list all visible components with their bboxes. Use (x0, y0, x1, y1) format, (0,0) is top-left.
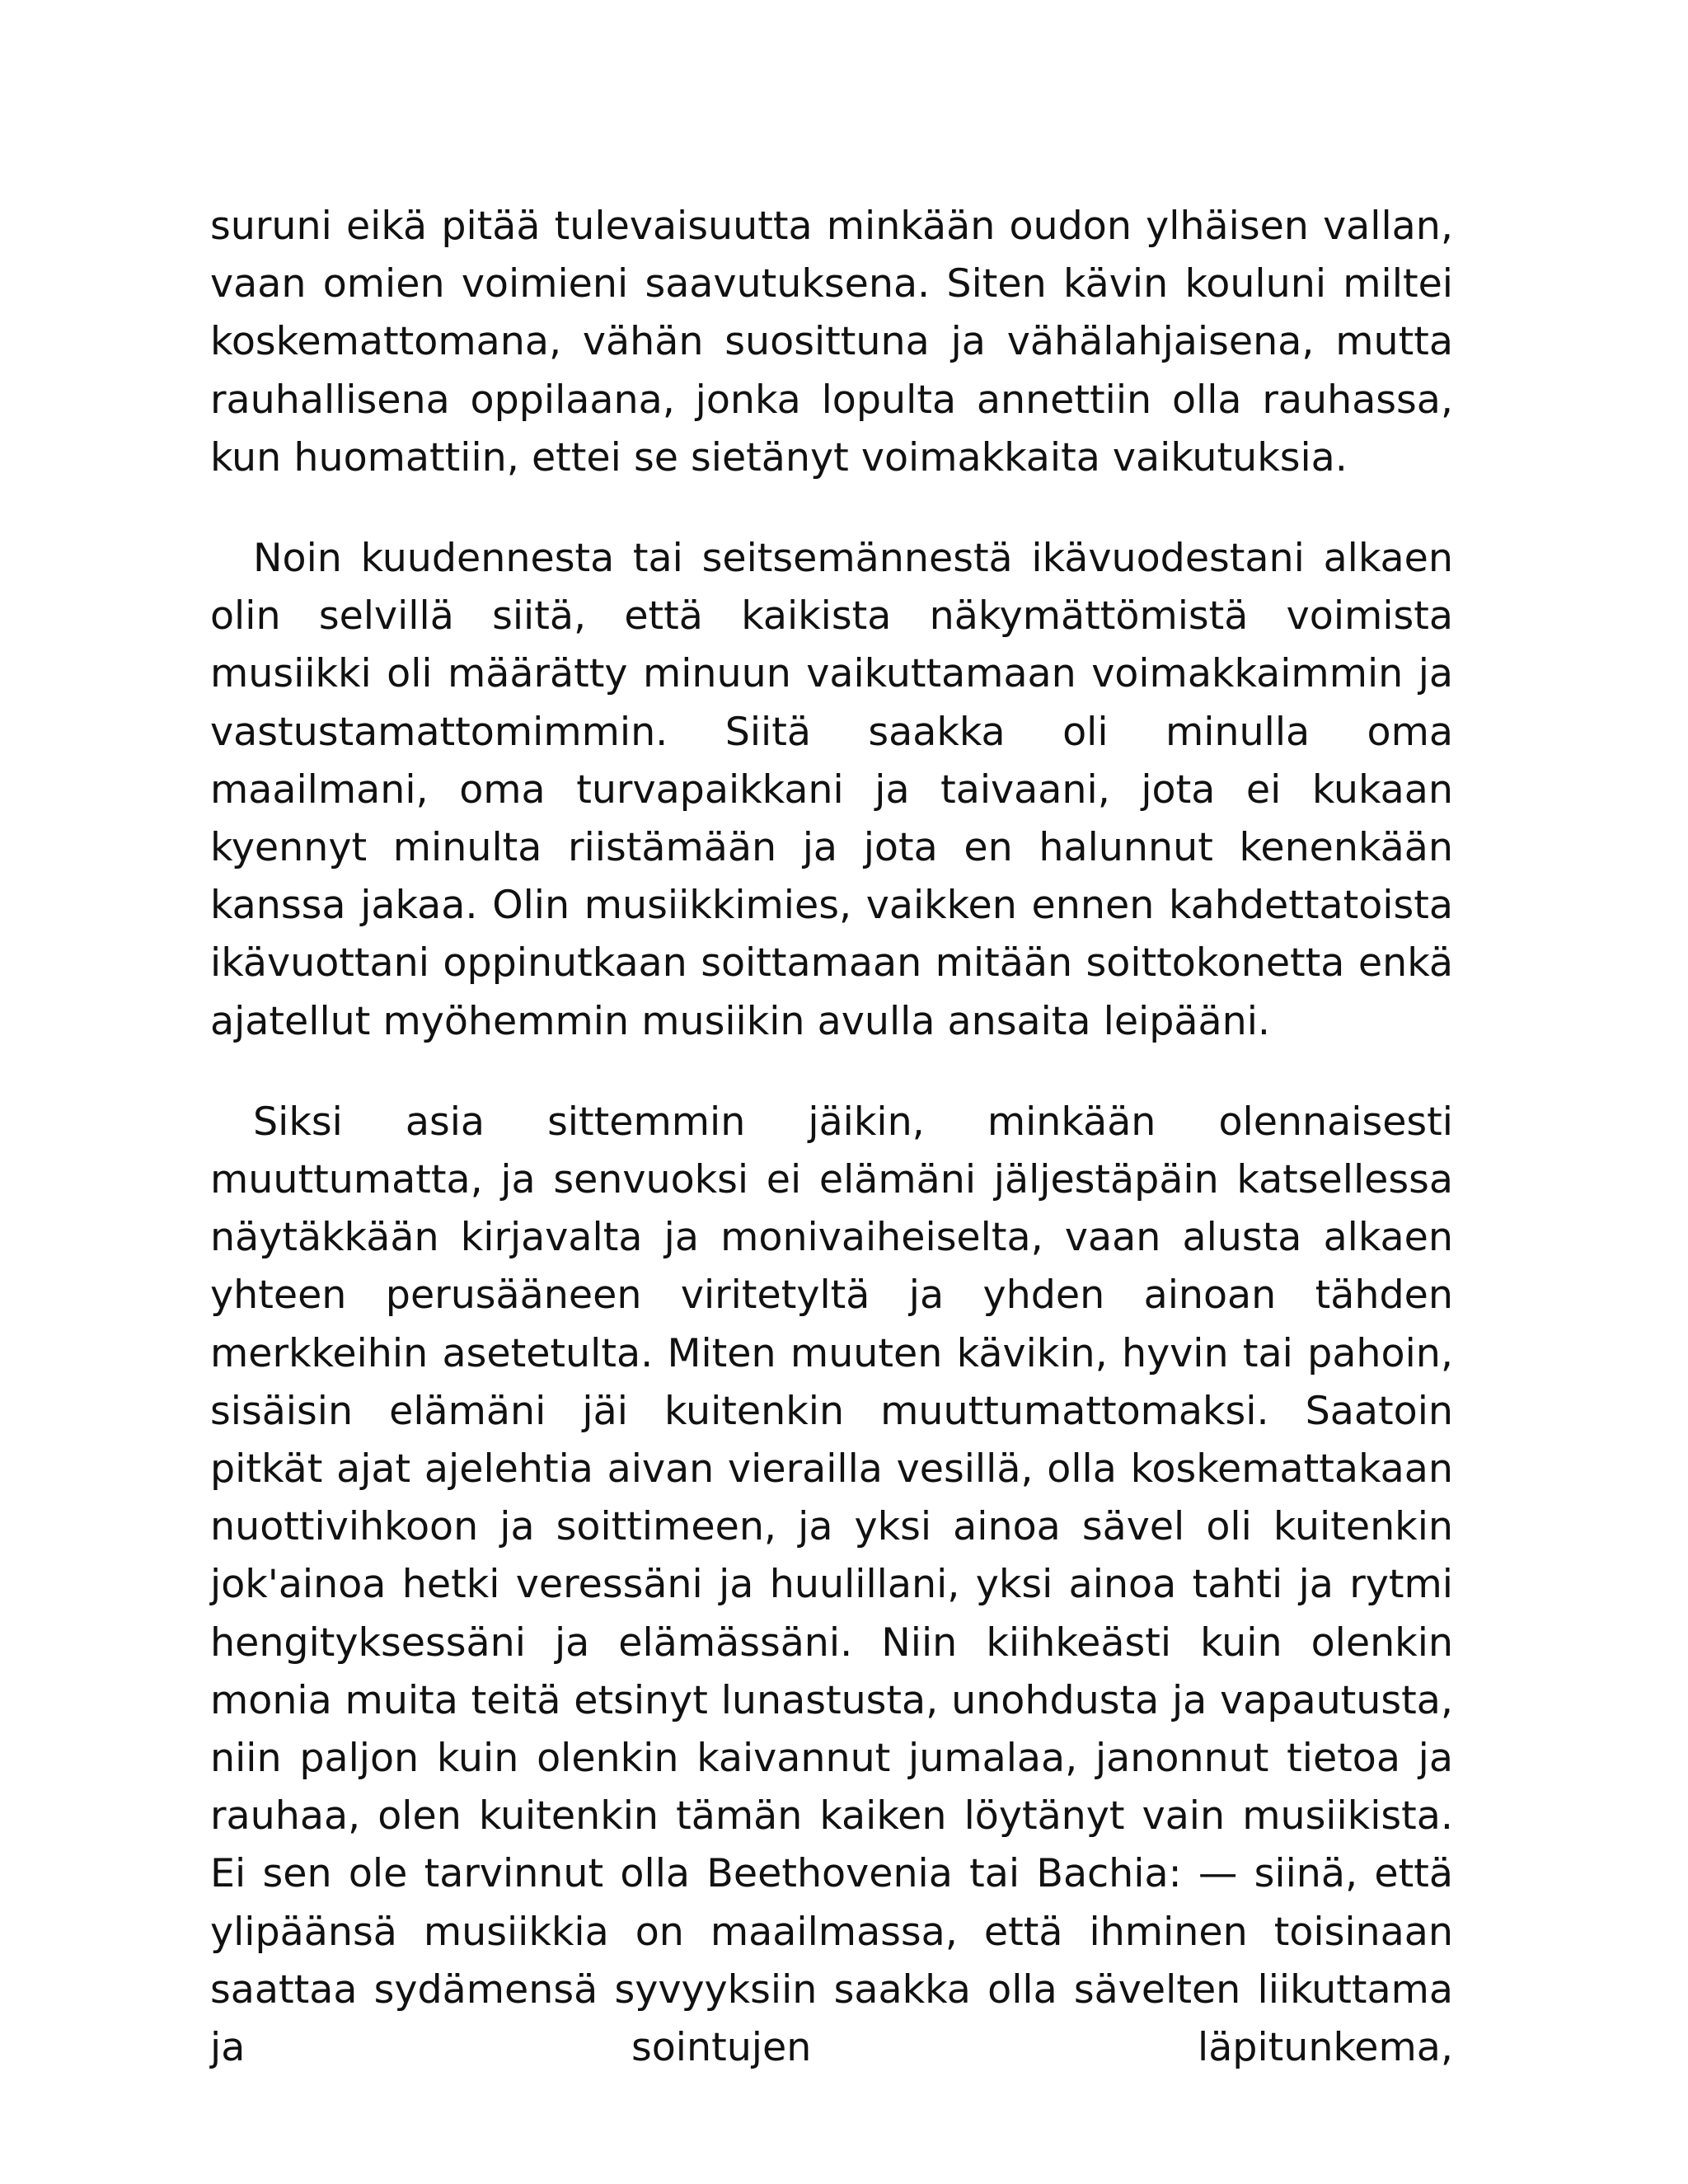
paragraph-3: Siksi asia sittemmin jäikin, minkään olennaisesti muuttumatta, ja senvuoksi ei elämäni jäljestäpäin katsellessa näytäkkään kirjavalta ja monivaiheiselta, vaan alusta alkaen yhteen perusääneen viritetyltä ja yhden ainoan tähden merkkeihin asetetulta. Miten muuten kävikin, hyvin tai pahoin, sisäisin elämäni jäi kuitenkin muuttumattomaksi. Saatoin pitkät ajat ajelehtia aivan vierailla vesillä, olla koskemattakaan nuottivihkoon ja soittimeen, ja yksi ainoa sävel oli kuitenkin jok'ainoa hetki veressäni ja huulillani, yksi ainoa tahti ja rytmi hengityksessäni ja elämässäni. Niin kiihkeästi kuin olenkin monia muita teitä etsinyt lunastusta, unohdusta ja vapautusta, niin paljon kuin olenkin kaivannut jumalaa, janonnut tietoa ja rauhaa, olen kuitenkin tämän kaiken löytänyt vain musiikista. Ei sen ole tarvinnut olla Beethovenia tai Bachia: — siinä, että ylipäänsä musiikkia on maailmassa, että ihminen toisinaan saattaa sydämensä syvyyksiin saakka olla sävelten liikuttama ja sointujen läpitunkema, (210, 1099, 1453, 2071)
paragraph-2: Noin kuudennesta tai seitsemännestä ikävuodestani alkaen olin selvillä siitä, että kaikista näkymättömistä voimista musiikki oli määrätty minuun vaikuttamaan voimakkaimmin ja vastustamattomimmin. Siitä saakka oli minulla oma maailmani, oma turvapaikkani ja taivaani, jota ei kukaan kyennyt minulta riistämään ja jota en halunnut kenenkään kanssa jakaa. Olin musiikkimies, vaikken ennen kahdettatoista ikävuottani oppinutkaan soittamaan mitään soittokonetta enkä ajatellut myöhemmin musiikin avulla ansaita leipääni. (210, 536, 1453, 1044)
paragraph-1: suruni eikä pitää tulevaisuutta minkään oudon ylhäisen vallan, vaan omien voimieni saavutuksena. Siten kävin kouluni miltei koskemattomana, vähän suosittuna ja vähälahjaisena, mutta rauhallisena oppilaana, jonka lopulta annettiin olla rauhassa, kun huomattiin, ettei se sietänyt voimakkaita vaikutuksia. (210, 204, 1453, 480)
page-body (210, 198, 1453, 2077)
